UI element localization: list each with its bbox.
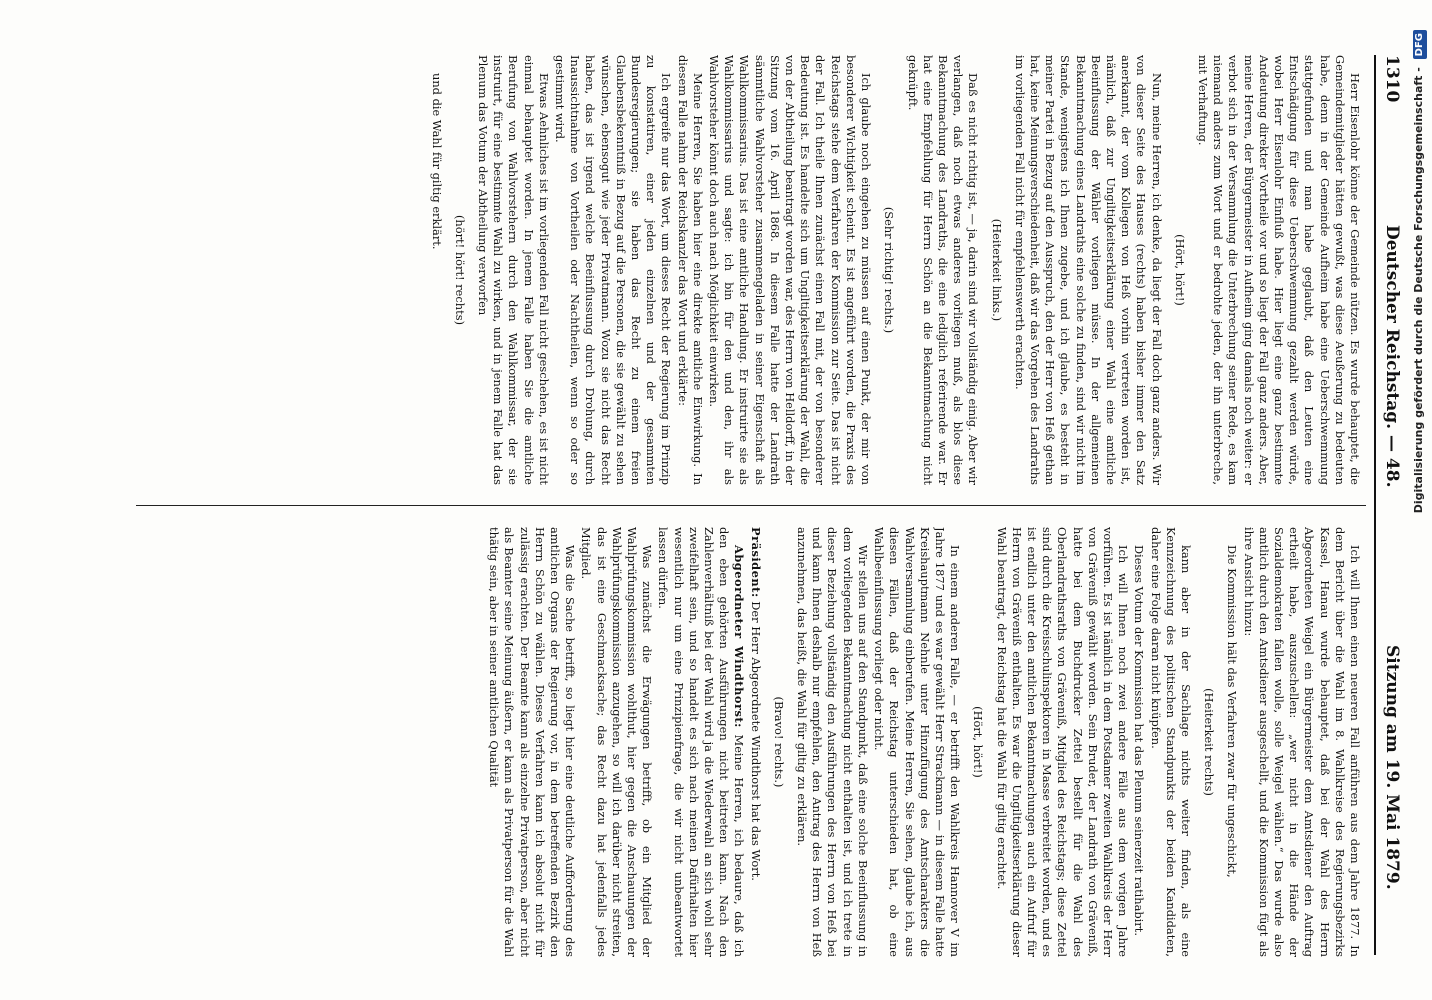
paragraph-text: Meine Herren, ich bedaure, daß ich den eben gehörten Ausführungen nicht beitreten kann. Nach den Zahlenverhältniß bei der Wahl wird ja die Wiederwahl an sich wohl sehr zweifelhaft sein, und so handelt es sich nach meinen Dafürhalten hier wesentlich nur um eine Prinzipienfrage, die wir nicht unbeantwortet lassen dürfen.: [656, 527, 747, 957]
page-header: [1374, 55, 1406, 955]
paragraph-text: Ich will Ihnen einen neueren Fall anführen aus dem Jahre 1877. In dem Bericht über die Wahl im 8. Wahlkreise des Regierungsbezirks Kassel, Hanau wurde behauptet, daß bei der Wahl des Herrn Abgeordneten Weigel ein Bürgermeister dem Amtsdiener den Auftrag ertheilt habe, auszuschellen: „wer nicht in die Hände der Sozialdemokraten fallen wolle, solle Weigel wählen.“ Das wurde also amtlich durch den Amtsdiener ausgeschellt, und die Kommission fügt als ihre Ansicht hinzu:: [1241, 527, 1362, 957]
paragraph-text: Ich ergreife nur das Wort, um dieses Recht der Regierung im Prinzip zu konstatiren, einer jeden einzelnen und der gesammten Bundesregierungen; sie haben das Recht zu einem freien Glaubensbekenntniß in Bezug auf die Personen, die sie gewählt zu sehen wünschen, ebensogut wie jeder Privatmann. Wozu sie nicht das Recht haben, das ist irgend welche Beeinflussung durch Drohung, durch Inaussichtnahme von Vortheilen oder Nachtheilen, wenn so oder so gestimmt wird.: [553, 55, 674, 485]
paragraph-text: Was die Sache betrifft, so liegt hier eine deutliche Aufforderung des amtlichen Organs der Regierung vor, in dem betreffenden Bezirk den Herrn Schön zu wählen. Dieses Verfahren kann ich absolut nicht für zulässig erachten. Der Beamte kann als einzelne Privatperson, aber nicht als Beamter seine Meinung äußern, er kann als Privatperson für die Wahl thätig sein, aber in seiner amtlichen Qualität: [487, 527, 578, 957]
paragraph: [706, 55, 873, 485]
paragraph-text: Ich glaube noch eingehen zu müssen auf einen Punkt, der mir von besonderer Wichtigkeit scheint. Es ist angeführt worden, die Praxis des Reichstags stehe dem Verfahren der Kommission zur Seite. Das ist nicht der Fall. Ich theile Ihnen zunächst einen Fall mit, der von besonderer Bedeutung ist. Es handelte sich um Ungiltigkeitserklärung der Wahl, die von der Abtheilung beantragt worden war, des Herrn von Helldorff, in der Sitzung vom 16. April 1868. In diesem Falle hatte der Landrath sämmtliche Wahlvorsteher zusammengeladen in seiner Eigenschaft als Wahlkommissarius. Das ist eine amtliche Handlung. Er instruirte sie als Wahlkommissarius und sagte: ich bin für den und den, ihr als Wahlvorsteher könnt doch auch nach Möglichkeit einwirken.: [707, 55, 874, 485]
paragraph-text: (hört! hört! rechts): [452, 214, 467, 326]
text-column-right: [62, 527, 1362, 957]
paragraph-text: (Heiterkeit rechts): [1202, 688, 1217, 796]
reaction-note: [452, 55, 467, 485]
text-column-left: [62, 55, 1362, 485]
reaction-note: [771, 527, 786, 957]
paragraph: [1131, 527, 1146, 957]
paragraph-text: und die Wahl für giltig erklärt.: [429, 73, 444, 250]
page-number: 1310: [1382, 55, 1402, 103]
paragraph-text: Meine Herren, Sie haben hier eine direkte amtliche Einwirkung. In diesem Falle nahm der Reichskanzler das Wort und erklärte:: [675, 55, 705, 485]
reaction-note: [1201, 527, 1216, 957]
speaker-name: Präsident:: [748, 527, 763, 598]
paragraph-text: Was zunächst die Erwägungen betrifft, ob ein Mitglied der Wahlprüfungskommission wohlthut, hier gegen die Anschauungen der Wahlprüfungskommission anzugehen, so will ich darüber nicht streiten, das ist eine Geschmacksache; das Recht dazu hat jedenfalls jedes Mitglied.: [579, 527, 655, 957]
paragraph: [1224, 527, 1239, 957]
paragraph: [904, 55, 980, 485]
paragraph-text: (Sehr richtig! rechts.): [882, 206, 897, 334]
reaction-note: [970, 527, 985, 957]
paragraph-text: (Bravo! rechts.): [771, 696, 786, 788]
paragraph: [674, 55, 704, 485]
column-divider: [136, 505, 1366, 506]
paragraph: [1012, 55, 1164, 485]
paragraph-text: In einem anderen Falle, — er betrifft den Wahlkreis Hannover V im Jahre 1877 und es war gewählt Herr Strackmann — in diesem Falle hatte Kreishauptmann Nehnle unter Hinzufügung des Amtscharakters die Wahlversammlung einberufen. Meine Herren, Sie sehen, glaube ich, aus diesen Fällen, daß der Reichstag unterschieden hat, ob eine Wahlbeeinflussung vorliegt oder nicht.: [872, 527, 963, 957]
paragraph: [655, 527, 746, 957]
credit-text: [1412, 30, 1432, 990]
paragraph-text: (Heiterkeit links.): [989, 218, 1004, 322]
credit-label: Digitalisierung gefördert durch die Deutsche Forschungsgemeinschaft -: [1412, 67, 1425, 514]
paragraph: [1147, 527, 1193, 957]
paragraph: [871, 527, 962, 957]
paragraph-text: (Hört, hört!): [1172, 234, 1187, 306]
reaction-note: [1172, 55, 1187, 485]
running-title-left: Deutscher Reichstag. — 48.: [1382, 225, 1402, 488]
paragraph-text: Die Kommission hält das Verfahren zwar für ungeschickt,: [1225, 545, 1240, 878]
paragraph-text: Dieses Votum der Kommission hat das Plenum seinerzeit ratihabirt.: [1132, 545, 1147, 937]
paragraph-text: Herr Eisenlohr könne der Gemeinde nützen. Es wurde behauptet, die Gemeindemitglieder hätten gewußt, was diese Aeußerung zu bedeuten habe, denn in der Gemeinde Aufheim habe eine Ueberschwemmung stattgefunden und man habe geglaubt, daß den Leuten eine Entschädigung für diese Ueberschwemmung gezahlt werden würde, wobei Herr Eisenlohr Einfluß habe. Hier liegt eine ganz bestimmte Andeutung direkter Vortheile vor und so liegt der Fall ganz anders. Aber, meine Herren, der Bürgermeister in Aufheim ging damals noch weiter: er verbot sich in der Versammlung die Unterbrechung seiner Rede, es kam niemand anders zum Wort und er bedrohte jeden, der ihn unterbreche, mit Verhaftung.: [1195, 55, 1362, 485]
reaction-note: [988, 55, 1003, 485]
paragraph: [486, 527, 577, 957]
paragraph: [993, 527, 1130, 957]
speaker-name: Abgeordneter Windthorst:: [732, 545, 747, 728]
paragraph-text: Der Herr Abgeordnete Windthorst hat das Wort.: [748, 597, 763, 881]
paragraph-text: Daß es nicht richtig ist, — ja, darin sind wir vollständig einig. Aber wir verlangen, daß noch etwas anderes vorliegen muß, als blos diese Bekanntmachung des Landraths, die eine lediglich referirende war. Er hat eine Empfehlung für Herrn Schön an die Bekanntmachung nicht geknüpft.: [905, 55, 981, 485]
paragraph-text: Nun, meine Herren, ich denke, da liegt der Fall doch ganz anders. Wir von dieser Seite des Hauses (rechts) haben bisher immer den Satz anerkannt, der vom Kollegen von Heß vorhin vertreten worden ist, nämlich, daß zur Ungiltigkeitserklärung einer Wahl eine amtliche Beeinflussung der Wähler vorliegen müsse. In der allgemeinen Bekanntmachung eines Landraths eine solche zu finden, sind wir nicht im Stande, wenigstens ich Ihnen zugebe, und ich glaube, es besteht in meiner Partei in Bezug auf den Ausspruch, den der Herr von Heß gethan hat, keine Meinungsverschiedenheit, daß wir das Vorgehen des Landraths im vorliegenden Fall nicht für empfehlenswerth erachten.: [1012, 55, 1164, 485]
paragraph: [1240, 527, 1362, 957]
paragraph-text: Etwas Aehnliches ist im vorliegenden Fall nicht geschehen, es ist nicht einmal behauptet worden. In jenem Falle haben Sie die amtliche Berufung von Wahlvorstehern durch den Wahlkommissar, der sie instruirt, für eine bestimmte Wahl zu wirken, und in jenem Falle hat das Plenum das Votum der Abtheilung verworfen: [476, 55, 551, 485]
paragraph: [578, 527, 654, 957]
paragraph-text: Ich will Ihnen noch zwei andere Fälle aus dem vorigen Jahre vorführen. Es ist nämlich in dem Potsdamer zweiten Wahlkreis der Herr von Gräveniß gewählt worden. Sein Bruder, der Landrath von Gräveniß, hatte bei dem Buchdrucker Zettel bestellt für die Wahl des Oberlandrathsraths von Gräveniß, Mitglied des Reichstags; diese Zettel sind durch die Kreisschulinspektoren in Masse verbreitet worden, und es ist endlich unter den amtlichen Bekanntmachungen auch ein Aufruf für Herrn von Gräveniß enthalten. Es war die Ungiltigkeitserklärung dieser Wahl beantragt, der Reichstag hat die Wahl für giltig erachtet.: [994, 527, 1131, 957]
paragraph-text: Wir stellen uns auf den Standpunkt, daß eine solche Beeinflussung in dem vorliegenden Bekanntmachung nicht enthalten ist, und ich trete in dieser Beziehung vollständig den Ausführungen des Herrn von Heß bei und kann Ihnen deshalb nur empfehlen, den Antrag des Herrn von Heß anzunehmen, das heißt, die Wahl für giltig zu erklären.: [795, 527, 870, 957]
paragraph: [747, 527, 762, 957]
digitization-credit: [1406, 0, 1432, 1000]
paragraph-text: (Hört, hört!): [971, 706, 986, 778]
reaction-note: [881, 55, 896, 485]
paragraph: [552, 55, 674, 485]
paragraph-text: kann aber in der Sachlage nichts weiter finden, als eine Kennzeichnung des politischen Standpunkts der beiden Kandidaten, daher eine Folge daran nicht knüpfen.: [1148, 527, 1193, 957]
paragraph: [1195, 55, 1362, 485]
paragraph: [475, 55, 551, 485]
paragraph: [794, 527, 870, 957]
running-title-right: Sitzung am 19. Mai 1879.: [1382, 645, 1402, 890]
dfg-logo: DFG: [1413, 30, 1427, 59]
paragraph: [428, 55, 443, 485]
